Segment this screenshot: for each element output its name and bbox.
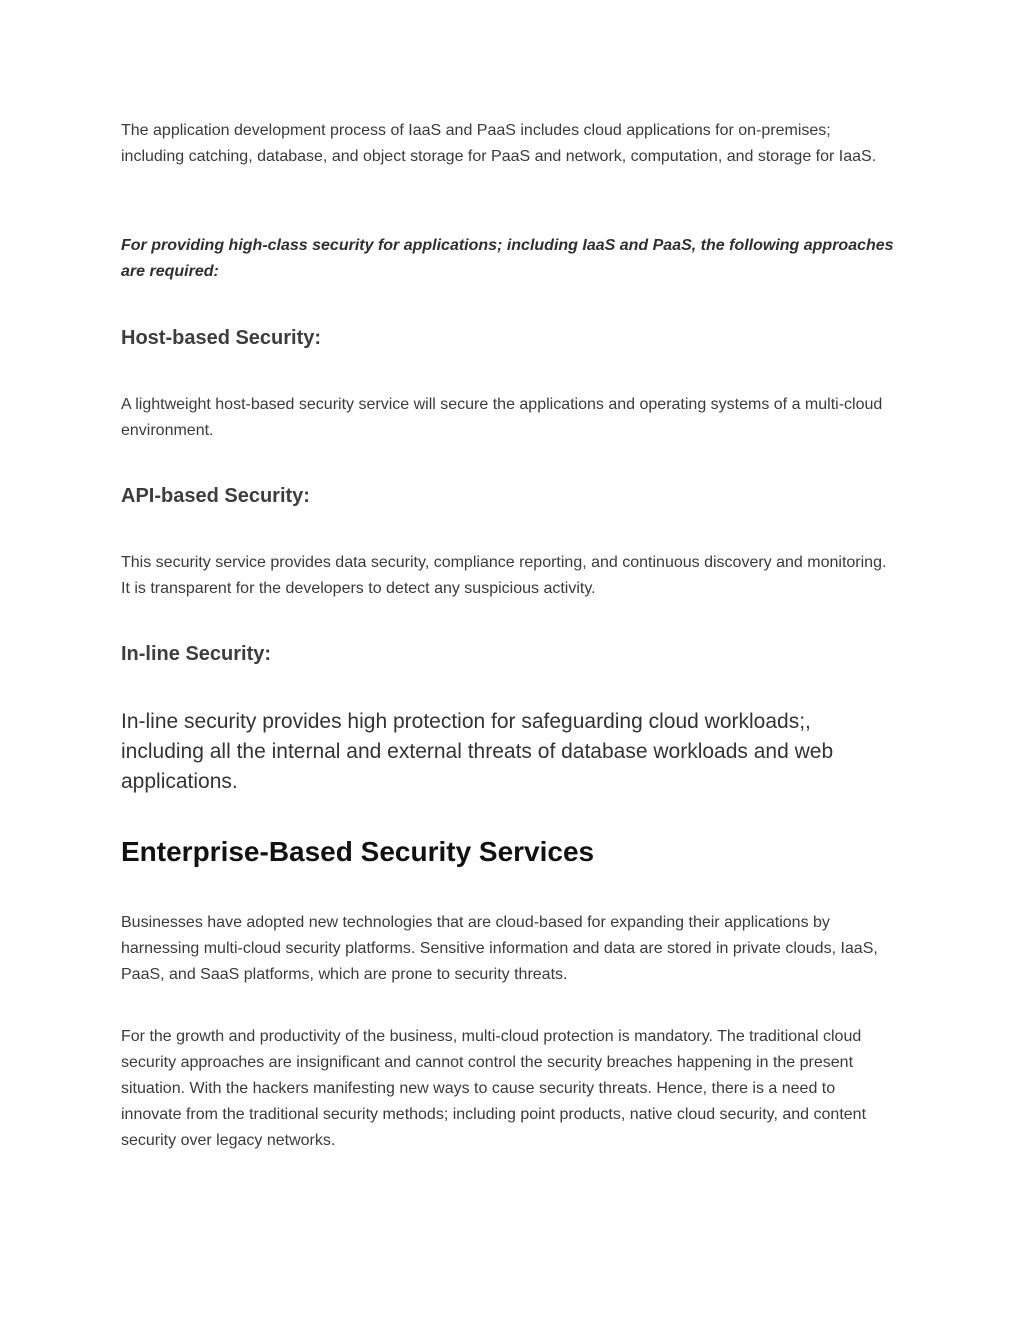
inline-security-text: In-line security provides high protection for safeguarding cloud workloads;, including all the internal and external threats of database workloads and web applications.: [121, 710, 834, 793]
host-based-security-text: A lightweight host-based security service will secure the applications and operating systems of a multi-cloud environment.: [121, 396, 883, 439]
api-based-security-heading: API-based Security:: [121, 485, 310, 507]
enterprise-paragraph-1: Businesses have adopted new technologies that are cloud-based for expanding their applications by harnessing multi-cloud security platforms. Sensitive information and data are stored in private clouds, IaaS, PaaS, and SaaS platforms, which are prone to security threats.: [121, 914, 878, 983]
inline-security-heading: In-line Security:: [121, 643, 272, 665]
approaches-lead-statement: For providing high-class security for applications; including IaaS and PaaS, the following approaches are required:: [121, 237, 894, 280]
enterprise-section-title: Enterprise-Based Security Services: [121, 836, 595, 867]
intro-paragraph: The application development process of IaaS and PaaS includes cloud applications for on-premises; including catching, database, and object storage for PaaS and network, computation, and storage for IaaS.: [121, 122, 877, 165]
enterprise-paragraph-2: For the growth and productivity of the business, multi-cloud protection is mandatory. The traditional cloud security approaches are insignificant and cannot control the security breaches happening in the present situation. With the hackers manifesting new ways to cause security threats. Hence, there is a need to innovate from the traditional security methods; including point products, native cloud security, and content security over legacy networks.: [121, 1028, 867, 1149]
host-based-security-heading: Host-based Security:: [121, 327, 322, 349]
api-based-security-text: This security service provides data security, compliance reporting, and continuous discovery and monitoring. It is transparent for the developers to detect any suspicious activity.: [121, 554, 887, 597]
